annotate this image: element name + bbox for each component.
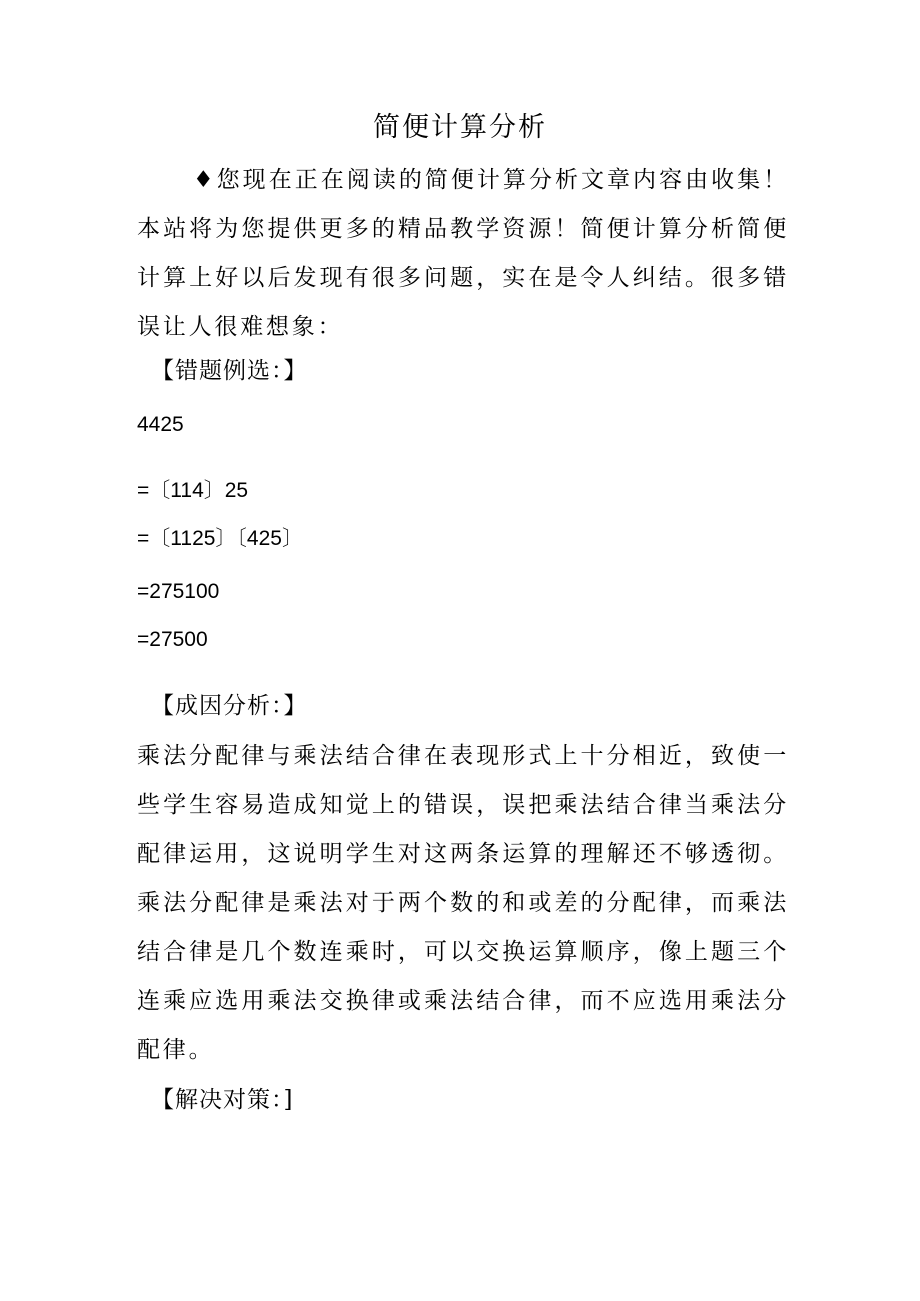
math-line: =〔114〕25 [137,479,249,502]
cause-analysis-paragraph: 乘法分配律与乘法结合律在表现形式上十分相近，致使一些学生容易造成知觉上的错误，误把乘法结合律当乘法分配律运用，这说明学生对这两条运算的理解还不够透彻。乘法分配律是乘法对于两个数的和或差的分配律，而乘法结合律是几个数连乘时，可以交换运算顺序，像上题三个连乘应选用乘法交换律或乘法结合律，而不应选用乘法分配律。 [137,743,789,1063]
solution-heading: 【解决对策：] [151,1087,294,1113]
math-line: 4425 [137,413,184,436]
math-line: =275100 [137,580,220,603]
error-example-heading: 【错题例选：】 [151,358,308,384]
math-line: =27500 [137,628,208,651]
math-line: =〔1125〕〔425〕 [137,527,303,550]
document-title: 简便计算分析 [373,112,547,143]
intro-paragraph: ♦您现在正在阅读的简便计算分析文章内容由收集！本站将为您提供更多的精品教学资源！简便计算分析简便计算上好以后发现有很多问题，实在是令人纠结。很多错误让人很难想象： [137,167,789,340]
cause-analysis-heading: 【成因分析：】 [151,693,308,719]
